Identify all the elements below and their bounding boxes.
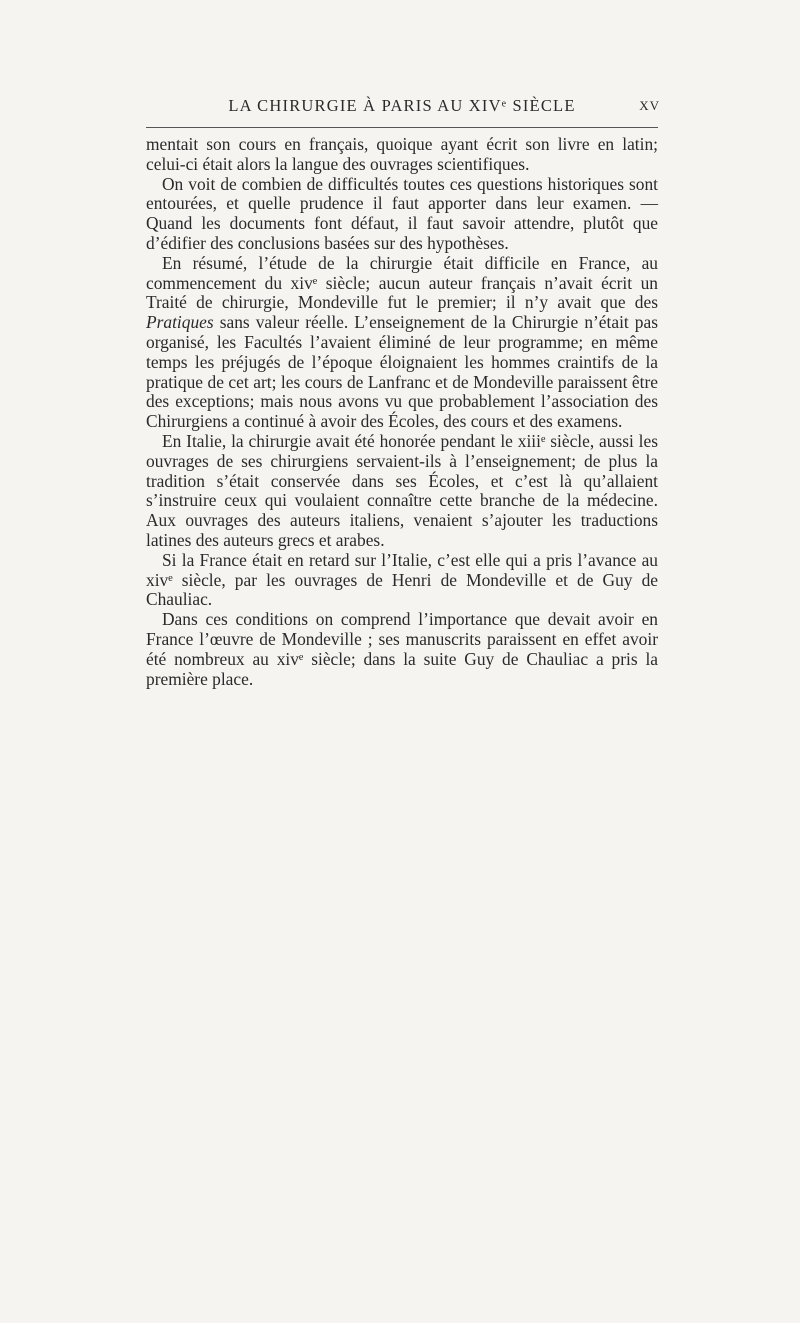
paragraph-1: mentait son cours en français, quoique ayant écrit son livre en latin; celui-ci était alors la langue des ouvrages scientifiques. [146,134,658,174]
paragraph-2: On voit de combien de difficultés toutes ces questions historiques sont entourées, et quelle prudence il faut apporter dans leur examen. — Quand les documents font défaut, il faut savoir attendre, plutôt que d’édifier des conclusions basées sur des hypothèses. [146,173,658,253]
paragraph-4: En Italie, la chirurgie avait été honorée pendant le xiiiᵉ siècle, aussi les ouvrages de ses chirurgiens servaient-ils à l’enseignement; de plus la tradition s’était conservée dans ses Écoles, et c’est là qu’allaient s’instruire ceux qui voulaient connaître cette branche de la médecine. Aux ouvrages des auteurs italiens, venaient s’ajouter les traductions latines des auteurs grecs et arabes. [146,430,658,550]
paragraph-6: Dans ces conditions on comprend l’importance que devait avoir en France l’œuvre de Mondeville ; ses manuscrits paraissent en effet avoir été nombreux au xivᵉ siècle; dans la suite Guy de Chauliac a pris la première place. [146,609,658,689]
running-title: LA CHIRURGIE À PARIS AU XIVᵉ SIÈCLE [228,96,576,115]
paragraph-3 [146,254,658,432]
paragraph-5: Si la France était en retard sur l’Italie, c’est elle qui a pris l’avance au xivᵉ siècle, par les ouvrages de Henri de Mondeville et de Guy de Chauliac. [146,549,658,610]
running-head [148,96,660,120]
paragraph-3-part-b: sans valeur réelle. L’enseignement de la Chirurgie n’était pas organisé, les Facultés l’avaient éliminé de leur programme; en même temps les préjugés de l’époque éloignaient les hommes craintifs de la pratique de cet art; les cours de Lanfranc et de Mondeville paraissent être des exceptions; mais nous avons vu que probablement l’association des Chirurgiens a continué à avoir des Écoles, des cours et des examens. [146,312,658,432]
body-text [146,135,658,689]
pratiques-italic: Pratiques [146,312,214,333]
header-rule [146,127,658,128]
page-number: XV [639,98,660,113]
paragraph-3-part-a: En résumé, l’étude de la chirurgie était difficile en France, au commencement du xivᵉ siècle; aucun auteur français n’avait écrit un Traité de chirurgie, Mondeville fut le premier; il n’y avait que des [146,252,658,313]
